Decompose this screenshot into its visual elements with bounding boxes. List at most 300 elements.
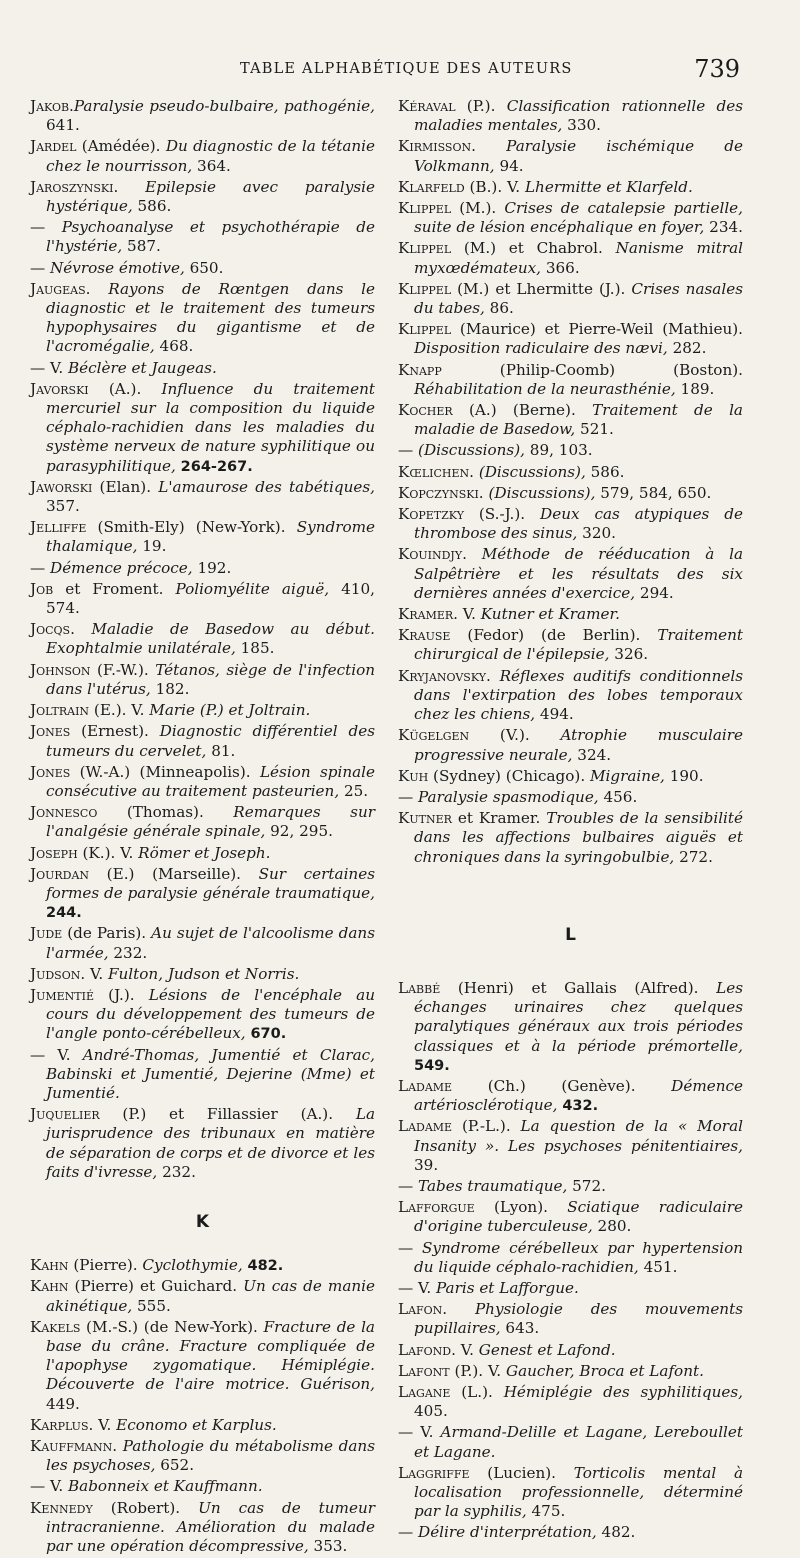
- left-column: [30, 97, 375, 1558]
- entry-details: (W.-A.) (Minneapolis).: [70, 762, 260, 781]
- index-entry: [398, 178, 743, 198]
- entry-details: —: [398, 1176, 419, 1195]
- entry-title: Béclère et Jaugeas.: [67, 358, 217, 377]
- entry-details: (E.) (Marseille).: [89, 864, 259, 883]
- entry-pages: 586.: [132, 197, 172, 216]
- index-entry: [30, 986, 375, 1045]
- entry-details: —: [30, 558, 51, 577]
- entry-title: Sur certaines formes de paralysie générale traumatique,: [46, 864, 375, 902]
- entry-title: Fracture de la base du crâne. Fracture compliquée de l'apophyse zygomatique. Hémiplégie. Découverte de l'aire motrice. Guérison,: [46, 1317, 375, 1394]
- entry-details: (Robert).: [92, 1498, 199, 1517]
- index-entry: [398, 1198, 743, 1237]
- index-entry: [398, 726, 743, 765]
- entry-title: Atrophie musculaire progressive neurale,: [414, 726, 743, 764]
- entry-pages-bold: 670.: [250, 1026, 287, 1043]
- entry-details: (P.-L.).: [452, 1117, 521, 1136]
- entry-pages: 189.: [675, 379, 715, 398]
- entry-title: Torticolis mental à localisation professionnelle, déterminé par la syphilis,: [414, 1463, 743, 1521]
- index-entry: [30, 359, 375, 379]
- entry-details: — V.: [398, 1423, 441, 1442]
- entry-pages: 39.: [414, 1155, 439, 1174]
- entry-author: Kopczynski.: [398, 483, 484, 502]
- entry-details: (E.). V.: [89, 701, 150, 720]
- entry-author: Javorski: [30, 379, 89, 398]
- entry-pages: 282.: [667, 339, 707, 358]
- entry-author: Klippel: [398, 279, 452, 298]
- entry-pages: 89, 103.: [524, 441, 593, 460]
- entry-title: Influence du traitement mercuriel sur la composition du liquide céphalo-rachidien dans les maladies du système nerveux de nature syphilitique ou parasyphilitique,: [46, 379, 375, 475]
- entry-title: Lésions de l'encéphale au cours du développement des tumeurs de l'angle ponto-cérébelleux,: [46, 985, 376, 1043]
- entry-details: (J.).: [94, 985, 149, 1004]
- entry-title: Marie (P.) et Joltrain.: [149, 701, 311, 720]
- entry-title: Kutner et Kramer.: [480, 605, 620, 624]
- entry-author: Lafon.: [398, 1300, 448, 1319]
- entry-title: (Discussions),: [488, 483, 596, 502]
- entry-title: Névrose émotive,: [50, 258, 185, 277]
- index-entry: [398, 1523, 743, 1543]
- entry-details: (Maurice) et Pierre-Weil (Mathieu).: [451, 320, 743, 339]
- entry-pages: 650.: [184, 258, 224, 277]
- entry-title: Hémiplégie des syphilitiques,: [503, 1382, 744, 1401]
- entry-details: (Henri) et Gallais (Alfred).: [440, 978, 717, 997]
- index-entry: [398, 1279, 743, 1299]
- entry-details: — V.: [30, 358, 68, 377]
- index-entry: [30, 559, 375, 579]
- entry-author: Kirmisson.: [398, 137, 476, 156]
- entry-title: Physiologie des mouvements pupillaires,: [414, 1300, 743, 1338]
- entry-pages-bold: 432.: [562, 1098, 599, 1115]
- index-entry: [398, 484, 743, 504]
- entry-author: Jaugeas.: [30, 279, 91, 298]
- entry-author: Kutner: [398, 809, 452, 828]
- entry-author: Klarfeld: [398, 177, 465, 196]
- index-entry: [398, 199, 743, 238]
- index-entry: [30, 803, 375, 842]
- entry-author: Kramer.: [398, 605, 458, 624]
- entry-title: La jurisprudence des tribunaux en matière de séparation de corps et de divorce et les faits d'ivresse,: [46, 1105, 375, 1181]
- entry-pages-bold: 244.: [46, 905, 82, 922]
- entry-pages: 572.: [567, 1176, 606, 1195]
- entry-details: [447, 1300, 475, 1318]
- index-entry: [398, 320, 743, 359]
- entry-pages: 641.: [46, 116, 80, 135]
- index-entry: [30, 965, 375, 985]
- entry-title: Deux cas atypiques de thrombose des sinus,: [414, 505, 743, 543]
- page-number: 739: [694, 55, 740, 83]
- entry-title: Traitement de la maladie de Basedow,: [414, 401, 743, 439]
- index-entry: [30, 1046, 375, 1105]
- index-entry: [398, 239, 743, 278]
- entry-title: Paralysie pseudo-bulbaire, pathogénie,: [73, 97, 375, 115]
- entry-details: (Pierre).: [68, 1256, 143, 1275]
- entry-author: Kopetzky: [398, 505, 464, 524]
- entry-details: V.: [85, 964, 108, 983]
- entry-details: (Lucien).: [469, 1463, 574, 1482]
- entry-title: Délire d'interprétation,: [418, 1523, 597, 1542]
- entry-details: (Fedor) (de Berlin).: [450, 626, 658, 645]
- index-entry: [30, 1477, 375, 1497]
- entry-pages-bold: 482.: [247, 1258, 284, 1275]
- entry-pages-bold: 264-267.: [180, 458, 253, 475]
- index-entry: [30, 1416, 375, 1436]
- entry-title: Un cas de tumeur intracranienne. Amélioration du malade par une opération décompressive,: [46, 1498, 375, 1556]
- index-entry: [30, 518, 375, 557]
- index-entry: [398, 1383, 743, 1422]
- entry-author: Joltrain: [30, 701, 90, 720]
- entry-pages: 280.: [592, 1217, 632, 1236]
- entry-author: Kahn: [30, 1277, 69, 1296]
- entry-details: [467, 545, 482, 563]
- entry-author: Kuh: [398, 766, 429, 785]
- entry-title: Genest et Lafond.: [478, 1340, 616, 1359]
- entry-title: Traitement chirurgical de l'épilepsie,: [414, 626, 743, 664]
- entry-pages: 182.: [150, 679, 190, 698]
- index-entry: [30, 620, 375, 659]
- entry-pages: 234.: [704, 218, 743, 237]
- entry-title: Cyclothymie,: [142, 1256, 243, 1275]
- entry-details: V.: [457, 605, 481, 624]
- index-entry: [398, 809, 743, 868]
- entry-pages: 410, 574.: [46, 579, 375, 618]
- entry-details: —: [30, 258, 51, 277]
- entry-details: (A.).: [88, 379, 162, 398]
- index-entry: [30, 137, 375, 176]
- entry-details: (Ernest).: [70, 722, 160, 741]
- entry-pages: 232.: [108, 943, 148, 962]
- index-entry: [398, 361, 743, 400]
- entry-author: Kouindjy.: [398, 545, 467, 564]
- index-entry: [30, 844, 375, 864]
- entry-title: Römer et Joseph.: [138, 843, 271, 862]
- entry-title: Troubles de la sensibilité dans les affections bulbaires aiguës et chroniques dans la syringobulbie,: [414, 809, 743, 866]
- entry-author: Jardel: [30, 137, 77, 156]
- entry-author: Johnson: [30, 660, 91, 679]
- entry-author: Judson.: [30, 964, 86, 983]
- entry-author: Kennedy: [30, 1498, 93, 1517]
- entry-details: —: [398, 441, 419, 460]
- entry-title: Lésion spinale consécutive au traitement pasteurien,: [46, 762, 375, 800]
- entry-title: Les échanges urinaires chez quelques paralytiques généraux aux trois périodes classiques et à la période prémortelle,: [414, 978, 743, 1055]
- entry-author: Laggriffe: [398, 1463, 470, 1482]
- entry-title: Babonneix et Kauffmann.: [67, 1477, 263, 1496]
- entry-title: (Discussions),: [478, 462, 586, 481]
- entry-author: Jelliffe: [30, 518, 87, 537]
- entry-author: Jakob.: [30, 97, 74, 115]
- entry-title: Sciatique radiculaire d'origine tuberculeuse,: [414, 1198, 743, 1236]
- entry-title: (Discussions),: [418, 441, 525, 460]
- entry-title: Paralysie spasmodique,: [418, 787, 599, 806]
- entry-author: Klippel: [398, 239, 452, 258]
- index-entry: [398, 1362, 743, 1382]
- index-entry: [398, 979, 743, 1076]
- entry-pages: 185.: [235, 639, 275, 658]
- entry-pages: 555.: [132, 1296, 171, 1315]
- index-entry: [398, 1117, 743, 1176]
- entry-pages: 330.: [562, 116, 602, 135]
- index-entry: [30, 1256, 375, 1276]
- entry-details: (P.).: [455, 97, 507, 115]
- running-title: TABLE ALPHABÉTIQUE DES AUTEURS: [240, 61, 573, 77]
- entry-pages: 652.: [155, 1456, 195, 1475]
- entry-title: Pathologie du métabolisme dans les psychoses,: [46, 1437, 376, 1475]
- entry-pages: 405.: [414, 1402, 448, 1421]
- entry-author: Lafont: [398, 1361, 450, 1380]
- index-entry: [30, 280, 375, 358]
- entry-title: Syndrome cérébelleux par hypertension du liquide céphalo-rachidien,: [414, 1238, 743, 1276]
- entry-details: [491, 667, 500, 685]
- entry-details: V.: [455, 1340, 479, 1359]
- entry-pages: 86.: [484, 299, 514, 318]
- entry-title: Tabes traumatique,: [418, 1176, 568, 1195]
- entry-author: Ladame: [398, 1076, 453, 1095]
- entry-title: Epilepsie avec paralysie hystérique,: [46, 177, 376, 216]
- entry-author: Job: [30, 579, 54, 598]
- entry-title: Réflexes auditifs conditionnels dans l'extirpation des lobes temporaux chez les chiens,: [414, 666, 743, 724]
- entry-details: —: [398, 787, 419, 806]
- entry-details: —: [30, 218, 62, 237]
- index-entry: [30, 865, 375, 924]
- entry-details: (M.-S.) (de New-York).: [80, 1317, 264, 1336]
- entry-pages: 456.: [598, 787, 638, 806]
- entry-details: (Smith-Ely) (New-York).: [86, 518, 297, 537]
- entry-author: Jaroszynski.: [30, 177, 119, 196]
- entry-author: Kocher: [398, 401, 453, 420]
- entry-details: (Amédée).: [76, 137, 166, 156]
- entry-title: Gaucher, Broca et Lafont.: [505, 1361, 704, 1380]
- index-entry: [30, 924, 375, 963]
- entry-details: V.: [93, 1415, 117, 1434]
- entry-title: Diagnostic différentiel des tumeurs du cervelet,: [46, 722, 375, 760]
- entry-pages: 451.: [638, 1257, 678, 1276]
- entry-author: Kéraval: [398, 97, 456, 115]
- entry-details: (K.). V.: [77, 843, 139, 862]
- entry-pages: 324.: [572, 745, 612, 764]
- entry-title: Méthode de rééducation à la Salpêtrière et les résultats des six dernières années d'exercice,: [414, 545, 744, 602]
- entry-pages: 81.: [206, 741, 236, 760]
- entry-author: Joseph: [30, 843, 78, 862]
- entry-author: Lafforgue: [398, 1198, 475, 1217]
- page-header: [90, 55, 770, 89]
- index-entry: [398, 626, 743, 665]
- right-column: [398, 97, 743, 1545]
- entry-author: Kauffmann.: [30, 1437, 118, 1455]
- index-entry: [30, 1277, 375, 1316]
- entry-title: Classification rationnelle des maladies mentales,: [414, 97, 743, 135]
- entry-author: Ladame: [398, 1117, 453, 1136]
- entry-author: Jumentié: [30, 985, 94, 1004]
- entry-author: Kryjanovsky.: [398, 666, 491, 685]
- entry-author: Jocqs.: [30, 620, 75, 639]
- index-entry: [30, 478, 375, 517]
- entry-title: Démence précoce,: [50, 558, 193, 577]
- entry-details: (Lyon).: [474, 1198, 568, 1217]
- entry-details: [118, 178, 145, 196]
- index-entry: [30, 661, 375, 700]
- entry-author: Karplus.: [30, 1415, 94, 1434]
- entry-author: Klippel: [398, 320, 452, 339]
- entry-pages-bold: 549.: [414, 1057, 450, 1074]
- index-entry: [30, 259, 375, 279]
- entry-pages: 190.: [664, 766, 704, 785]
- entry-title: Remarques sur l'analgésie générale spinale,: [46, 803, 376, 841]
- index-entry: [398, 667, 743, 726]
- index-entry: [30, 701, 375, 721]
- index-entry: [398, 441, 743, 461]
- index-entry: [30, 1318, 375, 1415]
- entry-pages: 579, 584, 650.: [595, 483, 712, 502]
- entry-author: Lafond.: [398, 1340, 456, 1359]
- index-entry: [30, 580, 375, 619]
- index-entry: [398, 463, 743, 483]
- entry-details: (Elan).: [92, 477, 159, 496]
- index-entry: [398, 1464, 743, 1523]
- entry-details: (M.) et Chabrol.: [451, 239, 616, 258]
- index-entry: [398, 1177, 743, 1197]
- entry-pages: 587.: [122, 237, 161, 256]
- entry-pages: 192.: [192, 558, 232, 577]
- entry-details: (Ch.) (Genève).: [452, 1076, 672, 1095]
- index-entry: [398, 1077, 743, 1116]
- entry-title: Démence artériosclérotique,: [414, 1076, 743, 1115]
- entry-details: (Philip-Coomb) (Boston).: [441, 360, 743, 379]
- entry-author: Kœlichen.: [398, 462, 474, 481]
- entry-author: Krause: [398, 626, 451, 645]
- section-letter: K: [195, 1211, 210, 1232]
- index-entry: [398, 1300, 743, 1339]
- entry-author: Kakels: [30, 1317, 81, 1336]
- index-entry: [30, 722, 375, 761]
- entry-details: (de Paris).: [62, 924, 152, 943]
- entry-details: (S.-J.).: [463, 505, 541, 524]
- index-entry: [398, 788, 743, 808]
- entry-pages: 643.: [500, 1319, 540, 1338]
- entry-author: Jones: [30, 722, 71, 741]
- entry-pages: 353.: [308, 1537, 348, 1556]
- index-entry: [398, 280, 743, 319]
- entry-author: Jourdan: [30, 864, 90, 883]
- entry-author: Juquelier: [30, 1105, 100, 1124]
- entry-title: Au sujet de l'alcoolisme dans l'armée,: [46, 924, 375, 962]
- index-entry: [398, 401, 743, 440]
- entry-details: [75, 620, 92, 638]
- index-entry: [398, 97, 743, 136]
- entry-pages: 19.: [137, 537, 167, 556]
- entry-pages: 25.: [339, 781, 369, 800]
- entry-pages: 272.: [674, 847, 713, 866]
- entry-details: et Kramer.: [451, 809, 547, 828]
- entry-title: Un cas de manie akinétique,: [46, 1277, 376, 1315]
- entry-details: — V.: [30, 1477, 68, 1496]
- entry-title: André-Thomas, Jumentié et Clarac, Babinski et Jumentié, Dejerine (Mme) et Jumentié.: [46, 1045, 376, 1102]
- entry-details: (B.). V.: [464, 177, 525, 196]
- entry-title: Lhermitte et Klarfeld.: [524, 177, 693, 196]
- entry-details: (Pierre) et Guichard.: [68, 1277, 244, 1296]
- index-entry: [398, 1341, 743, 1361]
- entry-details: (V.).: [469, 726, 561, 745]
- entry-author: Kügelgen: [398, 726, 470, 745]
- index-entry: [30, 178, 375, 217]
- section-letter: L: [565, 924, 576, 945]
- entry-title: Disposition radiculaire des nævi,: [414, 339, 668, 358]
- entry-pages: 586.: [585, 462, 625, 481]
- index-entry: [30, 1105, 375, 1183]
- entry-pages: 468.: [154, 337, 194, 356]
- entry-author: Labbé: [398, 978, 441, 997]
- entry-details: (Thomas).: [97, 803, 234, 822]
- entry-pages: 366.: [541, 258, 580, 277]
- entry-title: Tétanos, siège de l'infection dans l'utérus,: [46, 660, 375, 698]
- entry-pages: 482.: [596, 1523, 636, 1542]
- entry-details: (M.) et Lhermitte (J.).: [451, 279, 632, 298]
- entry-author: Jude: [30, 924, 63, 943]
- entry-title: Du diagnostic de la tétanie chez le nourrisson,: [46, 137, 376, 175]
- entry-author: Jaworski: [30, 477, 93, 496]
- entry-title: Maladie de Basedow au début. Exophtalmie unilatérale,: [46, 620, 376, 658]
- entry-title: Economo et Karplus.: [116, 1415, 277, 1434]
- entry-details: [90, 280, 108, 298]
- index-entry: [30, 218, 375, 257]
- entry-pages: 294.: [635, 583, 674, 602]
- entry-title: Paralysie ischémique de Volkmann,: [414, 137, 743, 175]
- entry-details: —: [398, 1238, 422, 1257]
- entry-author: Kahn: [30, 1256, 69, 1275]
- index-entry: [30, 1437, 375, 1476]
- index-entry: [30, 97, 375, 136]
- entry-title: Crises de catalepsie partielle, suite de lésion encéphalique en foyer,: [414, 199, 743, 237]
- entry-details: (P.) et Fillassier (A.).: [99, 1105, 356, 1124]
- entry-title: La question de la « Moral Insanity ». Les psychoses pénitentiaires,: [414, 1117, 743, 1155]
- entry-title: Nanisme mitral myxœdémateux,: [414, 239, 743, 277]
- entry-pages: 521.: [575, 420, 614, 439]
- entry-pages: 232.: [157, 1162, 196, 1181]
- entry-title: Crises nasales du tabes,: [414, 279, 743, 318]
- entry-details: (M.).: [451, 199, 505, 218]
- entry-pages: 92, 295.: [265, 822, 333, 841]
- entry-author: Jonnesco: [30, 803, 98, 822]
- entry-title: Psychoanalyse et psychothérapie de l'hystérie,: [46, 218, 375, 256]
- index-entry: [30, 380, 375, 477]
- entry-title: L'amaurose des tabétiques,: [158, 477, 375, 496]
- index-entry: [398, 545, 743, 604]
- entry-pages: 475.: [526, 1502, 566, 1521]
- entry-details: (Sydney) (Chicago).: [428, 766, 590, 785]
- entry-author: Knapp: [398, 360, 442, 379]
- entry-pages: 364.: [192, 156, 231, 175]
- entry-title: Syndrome thalamique,: [46, 518, 375, 556]
- entry-pages: 449.: [46, 1394, 80, 1413]
- index-entry: [398, 767, 743, 787]
- entry-details: (F.-W.).: [90, 660, 156, 679]
- entry-details: et Froment.: [53, 579, 176, 598]
- entry-title: Migraine,: [589, 766, 665, 785]
- index-entry: [30, 763, 375, 802]
- index-entry: [398, 505, 743, 544]
- index-entry: [398, 1423, 743, 1462]
- entry-pages: 357.: [46, 497, 80, 516]
- entry-title: Rayons de Rœntgen dans le diagnostic et le traitement des tumeurs hypophysaires du gigantisme et de l'acromégalie,: [46, 279, 376, 356]
- entry-details: — V.: [30, 1045, 83, 1064]
- entry-pages: 326.: [609, 645, 649, 664]
- index-entry: [398, 605, 743, 625]
- entry-title: Poliomyélite aiguë,: [175, 579, 330, 598]
- entry-pages: 494.: [535, 705, 574, 724]
- entry-title: Armand-Delille et Lagane, Lereboullet et Lagane.: [414, 1423, 743, 1461]
- entry-details: (P.). V.: [449, 1361, 506, 1380]
- entry-details: [476, 137, 506, 155]
- entry-title: Fulton, Judson et Norris.: [107, 964, 300, 983]
- entry-details: (A.) (Berne).: [452, 401, 593, 420]
- entry-details: (L.).: [450, 1382, 504, 1401]
